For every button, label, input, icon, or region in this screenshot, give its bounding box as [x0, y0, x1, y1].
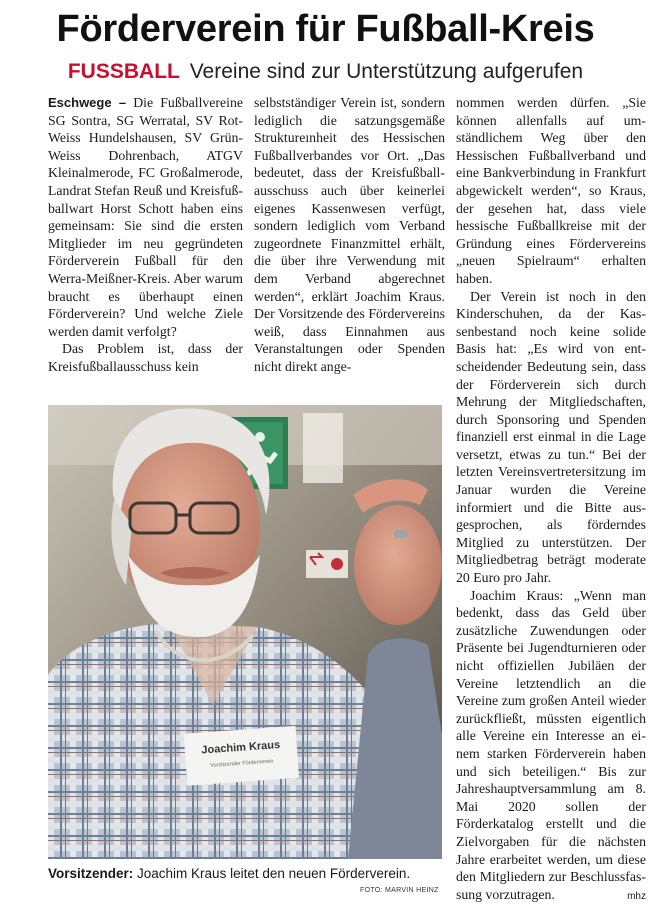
caption-lead: Vorsitzender:: [48, 866, 134, 881]
paragraph: Joachim Kraus: „Wenn man bedenkt, dass das Geld über zusätzliche Zuwendungen oder Präsente bei Jugendturnieren oder nicht offiziellen Jubiläen der Vereine letztendlich an die Vereine zum großen Anteil wieder zurückfließt, müssten eigentlich alle Vereine ein Interesse an einem starken Förderverein haben und sich beteiligen.“ Bis zur Jahreshauptversammlung am 8. Mai 2020 sollen der Förderkatalog erstellt und die Zielvorgaben für die nächsten Jahre erarbeitet werden, um diese den Mitgliedern zur Beschlussfassung vorzutragen.: [456, 587, 646, 902]
paragraph: Das Problem ist, dass der Kreisfußballausschuss kein: [48, 341, 243, 374]
headline: Förderverein für Fußball-Kreis: [56, 8, 595, 50]
article-photo: [48, 405, 442, 859]
name-badge: [184, 726, 299, 786]
badge-name: Joachim Kraus: [201, 739, 281, 757]
kicker: FUSSBALL: [67, 60, 180, 83]
photo-illustration: [48, 405, 442, 859]
paragraph: [48, 94, 243, 340]
author-signature: mhz: [627, 891, 646, 903]
column-2: [254, 94, 445, 376]
column-1: [48, 94, 243, 376]
paragraph-text: Die Fußballvereine SG Sontra, SG Werratal, SV Rot-Weiss Hundelshausen, SV Grün-Weiss Dohrenbach, ATGV Kleinalmerode, FC Großalmerode, Landrat Stefan Reuß und Kreisfußballwart Horst Schott haben eins gemeinsam: Sie sind die ersten Mitglieder im neu gegründeten Förderverein Fußball für den Werra-Meißner-Kreis. Aber warum braucht es überhaupt einen Förderverein? Und welche Ziele werden damit verfolgt?: [48, 95, 244, 339]
paragraph: selbstständiger Verein ist, sondern lediglich die satzungsgemäße Struktureınheit des Hessischen Fußballverbandes vor Ort. „Das bedeutet, dass der Kreisfußballausschuss auch über keinerlei eigenes Kassenwesen verfügt, sondern lediglich vom Verband zugeordnete Finanzmittel erhält, die über ihre Verwendung mit dem Verband abgerechnet werden“, erklärt Joachim Kraus. Der Vorsitzende des Fördervereins weiß, dass Einnahmen aus Veranstaltungen oder Spenden nicht direkt ange-: [254, 95, 445, 374]
photo-credit: FOTO: MARVIN HEINZ: [360, 887, 439, 894]
subheadline: Vereine sind zur Unterstützung aufgerufen: [189, 60, 584, 83]
subheadline-line: [0, 57, 651, 87]
wall-sign: [306, 550, 348, 578]
badge-role: Vorsitzender Förderverein: [210, 758, 274, 769]
paragraph: Der Verein ist noch in den Kinderschuhen, da der Kassenbestand noch keine solide Basis hat: „Es wird von entscheidender Bedeutung sein, dass der Förderverein sich durch Mehrung der Mitgliedschaften, durch Sponsoring und Spenden finanziell erst einmal in die Lage versetzt, etwas zu tun.“ Bei der letzten Vereinsvertretersitzung im Januar wurden die Vereine informiert und die Bitte ausgesprochen, als förderndes Mitglied zu unterstützen. Der Mitgliedbetrag beträgt moderate 20 Euro pro Jahr.: [456, 288, 646, 586]
dateline: Eschwege –: [48, 95, 127, 110]
column-3: [456, 94, 646, 906]
caption-text: Joachim Kraus leitet den neuen Förderverein.: [137, 866, 411, 881]
photo-caption: [48, 865, 442, 882]
paragraph: nommen werden dürfen. „Sie können allenfalls auf umständlichem Weg über den Hessischen Fußballverband und eine Bankverbindung in Frankfurt abgewickelt werden“, so Kraus, der gesehen hat, dass viele hessische Fußballkreise mit der Gründung eines Fördervereins „neuen Spielraum“ erhalten haben.: [456, 95, 646, 286]
